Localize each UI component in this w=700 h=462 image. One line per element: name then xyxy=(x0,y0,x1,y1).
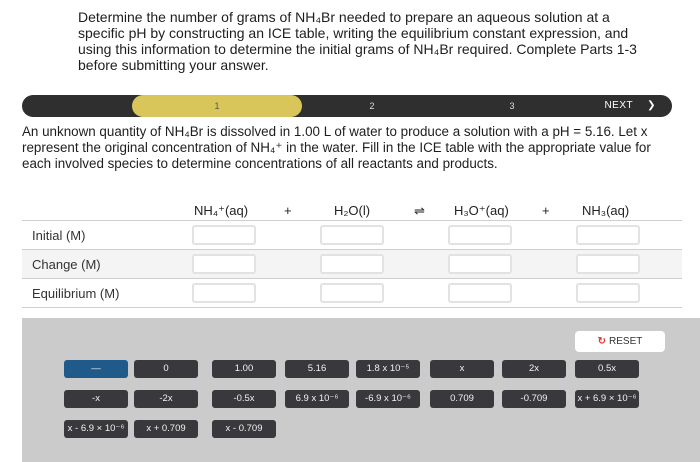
answer-tile[interactable]: -0.709 xyxy=(502,390,566,408)
drop-zone-initial-nh3[interactable] xyxy=(576,225,640,245)
chevron-right-icon: ❯ xyxy=(647,100,656,111)
answer-tile[interactable]: 0.709 xyxy=(430,390,494,408)
step-1[interactable]: 1 xyxy=(132,95,302,117)
row-divider xyxy=(22,278,682,279)
drop-zone-equilibrium-nh3[interactable] xyxy=(576,283,640,303)
drop-zone-initial-nh4[interactable] xyxy=(192,225,256,245)
drop-zone-initial-h2o[interactable] xyxy=(320,225,384,245)
reset-button[interactable] xyxy=(575,331,665,352)
species-nh3: NH₃(aq) xyxy=(582,203,630,218)
step-2[interactable]: 2 xyxy=(369,101,375,111)
drop-zone-change-nh4[interactable] xyxy=(192,254,256,274)
answer-tile[interactable]: -0.5x xyxy=(212,390,276,408)
next-label: NEXT xyxy=(604,100,634,111)
row-divider xyxy=(22,307,682,308)
next-button[interactable] xyxy=(604,95,656,117)
drop-zone-change-h3o[interactable] xyxy=(448,254,512,274)
drop-zone-equilibrium-h2o[interactable] xyxy=(320,283,384,303)
step-3[interactable]: 3 xyxy=(509,101,515,111)
label-equilibrium: Equilibrium (M) xyxy=(32,286,120,301)
drop-zone-equilibrium-h3o[interactable] xyxy=(448,283,512,303)
answer-tile[interactable]: 1.00 xyxy=(212,360,276,378)
answer-tile[interactable]: x xyxy=(430,360,494,378)
answer-tile[interactable]: 6.9 x 10⁻⁶ xyxy=(285,390,349,408)
drop-zone-change-nh3[interactable] xyxy=(576,254,640,274)
drop-zone-change-h2o[interactable] xyxy=(320,254,384,274)
answer-tile[interactable]: 1.8 x 10⁻⁵ xyxy=(356,360,420,378)
species-nh4: NH₄⁺(aq) xyxy=(194,203,249,218)
species-h3o: H₃O⁺(aq) xyxy=(454,203,509,218)
answer-tile[interactable]: x - 6.9 × 10⁻⁶ xyxy=(64,420,128,438)
ice-table xyxy=(22,192,682,309)
reset-label: RESET xyxy=(609,336,643,347)
plus-sign-1: + xyxy=(284,203,292,218)
answer-tile[interactable]: — xyxy=(64,360,128,378)
answer-tile[interactable]: -6.9 x 10⁻⁶ xyxy=(356,390,420,408)
reset-icon: ↻ xyxy=(597,336,607,347)
answer-tile[interactable]: x + 6.9 × 10⁻⁶ xyxy=(575,390,639,408)
plus-sign-2: + xyxy=(542,203,550,218)
progress-bar xyxy=(22,95,672,117)
row-divider xyxy=(22,249,682,250)
answer-tile-tray xyxy=(22,318,700,462)
answer-tile[interactable]: 0 xyxy=(134,360,198,378)
answer-tile[interactable]: x - 0.709 xyxy=(212,420,276,438)
answer-tile[interactable]: x + 0.709 xyxy=(134,420,198,438)
label-change: Change (M) xyxy=(32,257,101,272)
instructions-text: Determine the number of grams of NH₄Br needed to prepare an aqueous solution at a specific pH by constructing an ICE table, writing the equilibrium constant expression, and using this information to determine the initial grams of NH₄Br required. Complete Parts 1-3 before submitting your answer. xyxy=(78,9,637,73)
drop-zone-equilibrium-nh4[interactable] xyxy=(192,283,256,303)
equilibrium-arrow: ⇌ xyxy=(414,203,425,218)
drop-zone-initial-h3o[interactable] xyxy=(448,225,512,245)
answer-tile[interactable]: -2x xyxy=(134,390,198,408)
answer-tile[interactable]: 5.16 xyxy=(285,360,349,378)
label-initial: Initial (M) xyxy=(32,228,86,243)
answer-tile[interactable]: 0.5x xyxy=(575,360,639,378)
species-h2o: H₂O(l) xyxy=(334,203,371,218)
answer-tile[interactable]: -x xyxy=(64,390,128,408)
answer-tile[interactable]: 2x xyxy=(502,360,566,378)
problem-description: An unknown quantity of NH₄Br is dissolved in 1.00 L of water to produce a solution with a pH = 5.16. Let x represent the original concentration of NH₄⁺ in the water. Fill in the ICE table with the appropriate value for each involved species to determine concentrations of all reactants and products. xyxy=(22,124,651,171)
